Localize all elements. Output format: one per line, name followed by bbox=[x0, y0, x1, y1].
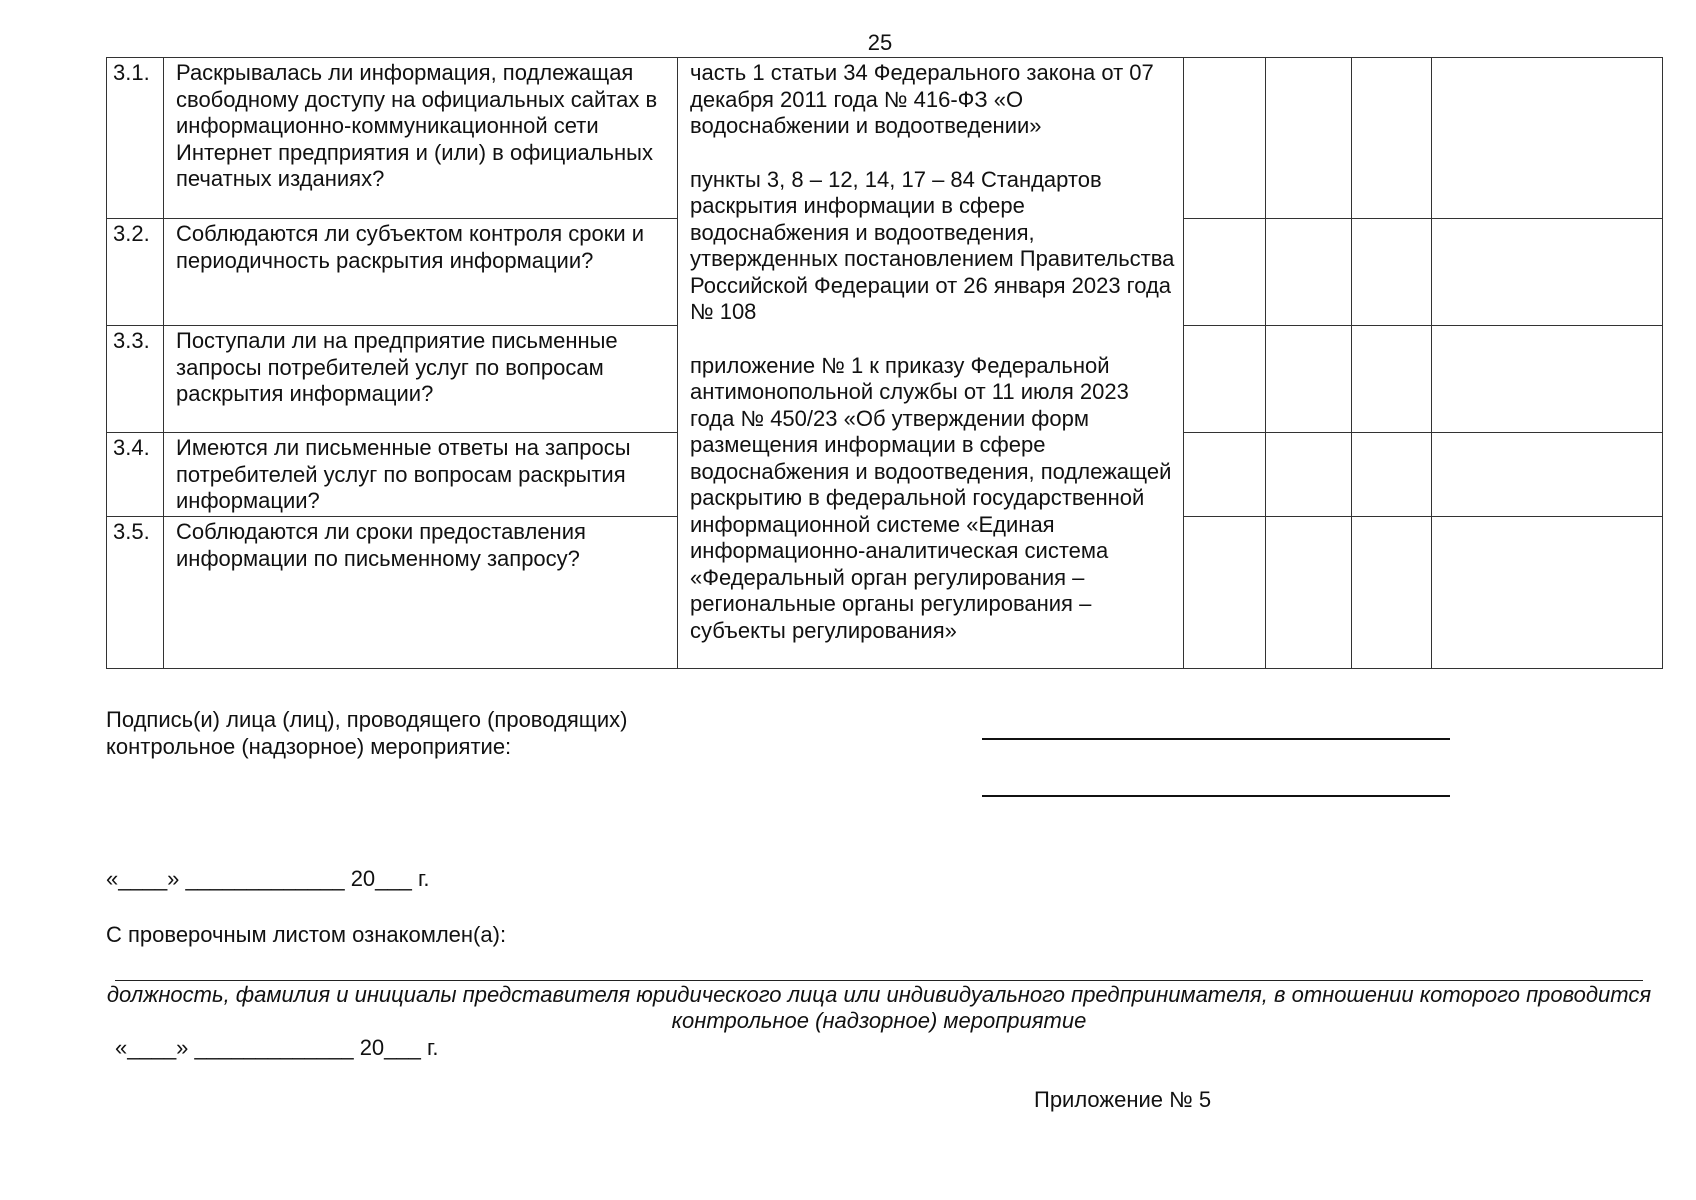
checklist-table bbox=[106, 57, 1663, 669]
legal-basis-item: часть 1 статьи 34 Федерального закона от 07 декабря 2011 года № 416-ФЗ «О водоснабжении и водоотведении» bbox=[690, 60, 1154, 138]
legal-basis-item: приложение № 1 к приказу Федеральной антимонопольной службы от 11 июля 2023 года № 450/23 «Об утверждении форм размещения информации в сфере водоснабжения и водоотведения, подлежащей раскрытию в федеральной государственной информационной системе «Единая информационно-аналитическая система «Федеральный орган регулирования – региональные органы регулирования – субъекты регулирования» bbox=[690, 352, 1172, 643]
answer-na-cell[interactable] bbox=[1352, 58, 1432, 219]
acknowledgement-label: С проверочным листом ознакомлен(а): bbox=[106, 922, 507, 947]
appendix-label: Приложение № 5 bbox=[1034, 1087, 1212, 1112]
legal-basis-cell bbox=[678, 58, 1184, 669]
answer-yes-cell[interactable] bbox=[1184, 517, 1266, 669]
answer-no-cell[interactable] bbox=[1266, 58, 1352, 219]
answer-na-cell[interactable] bbox=[1352, 517, 1432, 669]
note-cell[interactable] bbox=[1432, 58, 1663, 219]
question-cell: Имеются ли письменные ответы на запросы потребителей услуг по вопросам раскрытия информации? bbox=[164, 433, 678, 517]
row-number: 3.2. bbox=[107, 219, 164, 326]
answer-no-cell[interactable] bbox=[1266, 326, 1352, 433]
answer-na-cell[interactable] bbox=[1352, 219, 1432, 326]
date-line[interactable]: «____» _____________ 20___ г. bbox=[115, 1035, 439, 1060]
answer-no-cell[interactable] bbox=[1266, 219, 1352, 326]
note-cell[interactable] bbox=[1432, 433, 1663, 517]
question-cell: Соблюдаются ли сроки предоставления информации по письменному запросу? bbox=[164, 517, 678, 669]
answer-yes-cell[interactable] bbox=[1184, 58, 1266, 219]
question-cell: Поступали ли на предприятие письменные запросы потребителей услуг по вопросам раскрытия информации? bbox=[164, 326, 678, 433]
acknowledgement-caption: должность, фамилия и инициалы представителя юридического лица или индивидуального предпринимателя, в отношении которого проводится контрольное (надзорное) мероприятие bbox=[106, 982, 1652, 1033]
date-line[interactable]: «____» _____________ 20___ г. bbox=[106, 866, 430, 891]
row-number: 3.4. bbox=[107, 433, 164, 517]
question-cell: Раскрывалась ли информация, подлежащая свободному доступу на официальных сайтах в информационно-коммуникационной сети Интернет предприятия и (или) в официальных печатных изданиях? bbox=[164, 58, 678, 219]
note-cell[interactable] bbox=[1432, 326, 1663, 433]
page-number: 25 bbox=[867, 30, 893, 55]
note-cell[interactable] bbox=[1432, 517, 1663, 669]
answer-na-cell[interactable] bbox=[1352, 326, 1432, 433]
table-row bbox=[107, 58, 1663, 219]
answer-na-cell[interactable] bbox=[1352, 433, 1432, 517]
acknowledgement-line[interactable] bbox=[115, 980, 1643, 981]
note-cell[interactable] bbox=[1432, 219, 1663, 326]
row-number: 3.5. bbox=[107, 517, 164, 669]
answer-no-cell[interactable] bbox=[1266, 517, 1352, 669]
answer-yes-cell[interactable] bbox=[1184, 326, 1266, 433]
signature-line[interactable] bbox=[982, 738, 1450, 740]
answer-no-cell[interactable] bbox=[1266, 433, 1352, 517]
answer-yes-cell[interactable] bbox=[1184, 433, 1266, 517]
row-number: 3.1. bbox=[107, 58, 164, 219]
legal-basis-item: пункты 3, 8 – 12, 14, 17 – 84 Стандартов раскрытия информации в сфере водоснабжения и водоотведения, утвержденных постановлением Правительства Российской Федерации от 26 января 2023 года № 108 bbox=[690, 166, 1175, 324]
row-number: 3.3. bbox=[107, 326, 164, 433]
question-cell: Соблюдаются ли субъектом контроля сроки и периодичность раскрытия информации? bbox=[164, 219, 678, 326]
signature-line[interactable] bbox=[982, 795, 1450, 797]
answer-yes-cell[interactable] bbox=[1184, 219, 1266, 326]
signature-label: Подпись(и) лица (лиц), проводящего (проводящих) контрольное (надзорное) мероприятие: bbox=[106, 707, 628, 759]
